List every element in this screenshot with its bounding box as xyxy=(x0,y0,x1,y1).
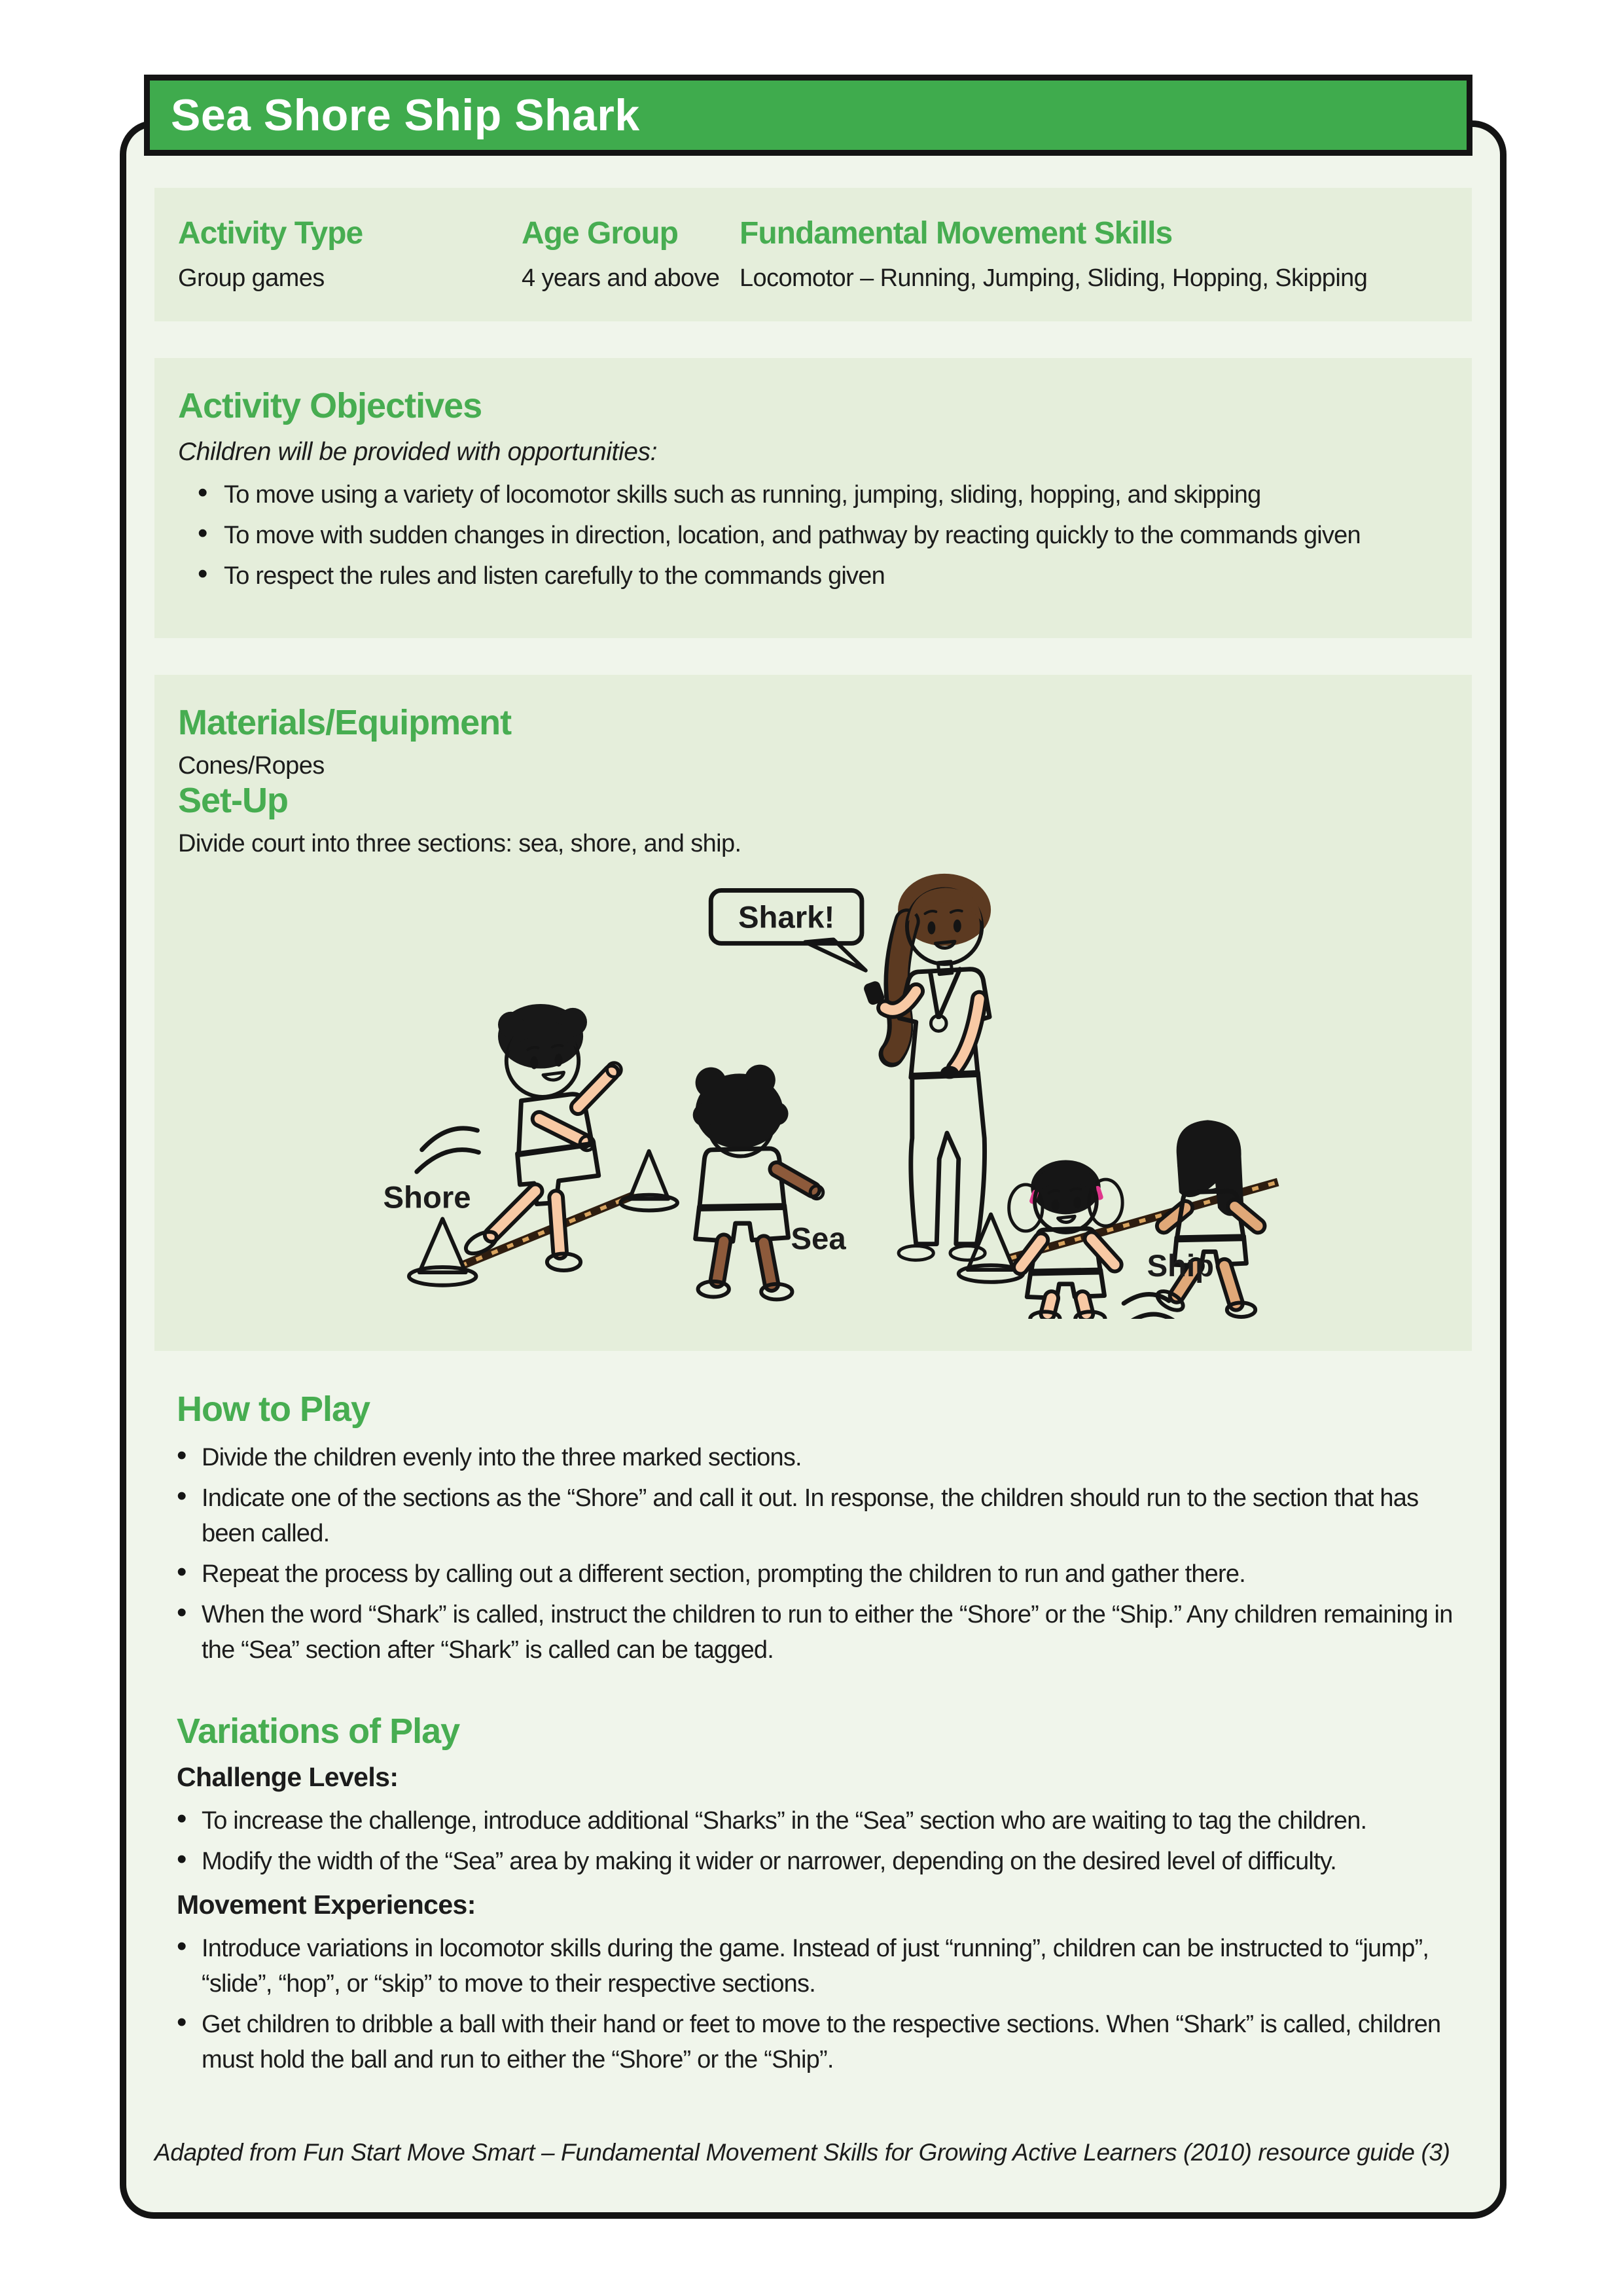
movement-experiences-list xyxy=(177,1931,1472,2077)
how-to-play-item: • Repeat the process by calling out a different section, prompting the children to run and gather there. xyxy=(177,1556,1472,1592)
objective-item: • To move using a variety of locomotor skills such as running, jumping, sliding, hopping, and skipping xyxy=(178,477,1448,512)
objectives-list xyxy=(178,477,1448,594)
setup-heading: Set-Up xyxy=(178,781,288,820)
how-to-play-heading: How to Play xyxy=(177,1390,370,1429)
age-group-value: 4 years and above xyxy=(522,264,720,292)
how-to-play-item: • Indicate one of the sections as the “Shore” and call it out. In response, the children should run to the section that has been called. xyxy=(177,1480,1472,1551)
movement-skills-label: Fundamental Movement Skills xyxy=(740,216,1173,251)
activity-info-box xyxy=(154,188,1472,321)
movement-item: • Introduce variations in locomotor skills during the game. Instead of just “running”, children can be instructed to “jump”, “slide”, “hop”, or “skip” to move to their respective sections. xyxy=(177,1931,1472,2001)
materials-value: Cones/Ropes xyxy=(178,752,325,780)
teacher-figure xyxy=(862,874,990,1260)
setup-illustration xyxy=(339,867,1288,1322)
how-to-play-list xyxy=(177,1440,1472,1668)
setup-text: Divide court into three sections: sea, shore, and ship. xyxy=(178,830,741,857)
activity-type-label: Activity Type xyxy=(178,216,363,251)
materials-setup-box xyxy=(154,675,1472,1351)
purple-girl-figure xyxy=(1154,1120,1257,1317)
variations-section xyxy=(177,1711,1472,2083)
movement-item: • Get children to dribble a ball with their hand or feet to move to the respective sections. When “Shark” is called, children must hold the ball and run to either the “Shore” or the “Ship”. xyxy=(177,2007,1472,2077)
challenge-levels-list xyxy=(177,1803,1472,1879)
info-col-age-group xyxy=(522,215,740,293)
shore-label: Shore xyxy=(383,1180,471,1215)
sea-child-figure xyxy=(692,1065,823,1300)
activity-type-value: Group games xyxy=(178,264,325,292)
ship-label: Ship xyxy=(1147,1248,1214,1283)
objective-item: • To respect the rules and listen carefully to the commands given xyxy=(178,558,1448,594)
challenge-item: • Modify the width of the “Sea” area by making it wider or narrower, depending on the desired level of difficulty. xyxy=(177,1844,1472,1879)
speech-bubble-text: Shark! xyxy=(738,900,834,935)
speech-bubble xyxy=(711,890,866,970)
movement-experiences-label: Movement Experiences: xyxy=(177,1890,476,1920)
movement-skills-value: Locomotor – Running, Jumping, Sliding, Hopping, Skipping xyxy=(740,264,1368,292)
page-title-bar xyxy=(144,75,1472,156)
objective-item: • To move with sudden changes in direction, location, and pathway by reacting quickly to the commands given xyxy=(178,518,1448,553)
challenge-levels-label: Challenge Levels: xyxy=(177,1762,399,1792)
challenge-item: • To increase the challenge, introduce additional “Sharks” in the “Sea” section who are waiting to tag the children. xyxy=(177,1803,1472,1839)
shore-rope-and-cones xyxy=(408,1151,677,1285)
info-col-activity-type xyxy=(178,215,522,293)
activity-objectives-box xyxy=(154,358,1472,638)
pigtail-girl-figure xyxy=(1008,1160,1172,1319)
how-to-play-section xyxy=(177,1389,1472,1673)
source-citation: Adapted from Fun Start Move Smart – Fundamental Movement Skills for Growing Active Learners (2010) resource guide (3) xyxy=(154,2139,1450,2166)
info-col-movement-skills xyxy=(740,215,1448,293)
age-group-label: Age Group xyxy=(522,216,678,251)
variations-heading: Variations of Play xyxy=(177,1712,460,1751)
sea-label: Sea xyxy=(791,1221,846,1257)
activity-card xyxy=(120,120,1507,2219)
how-to-play-item: • Divide the children evenly into the three marked sections. xyxy=(177,1440,1472,1475)
how-to-play-item: • When the word “Shark” is called, instruct the children to run to either the “Shore” or the “Ship.” Any children remaining in the “Sea” section after “Shark” is called can be tagged. xyxy=(177,1597,1472,1668)
game-scene-illustration xyxy=(339,867,1288,1319)
page-title: Sea Shore Ship Shark xyxy=(171,90,640,140)
objectives-intro: Children will be provided with opportunities: xyxy=(178,438,658,466)
materials-heading: Materials/Equipment xyxy=(178,703,512,742)
objectives-heading: Activity Objectives xyxy=(178,386,482,425)
